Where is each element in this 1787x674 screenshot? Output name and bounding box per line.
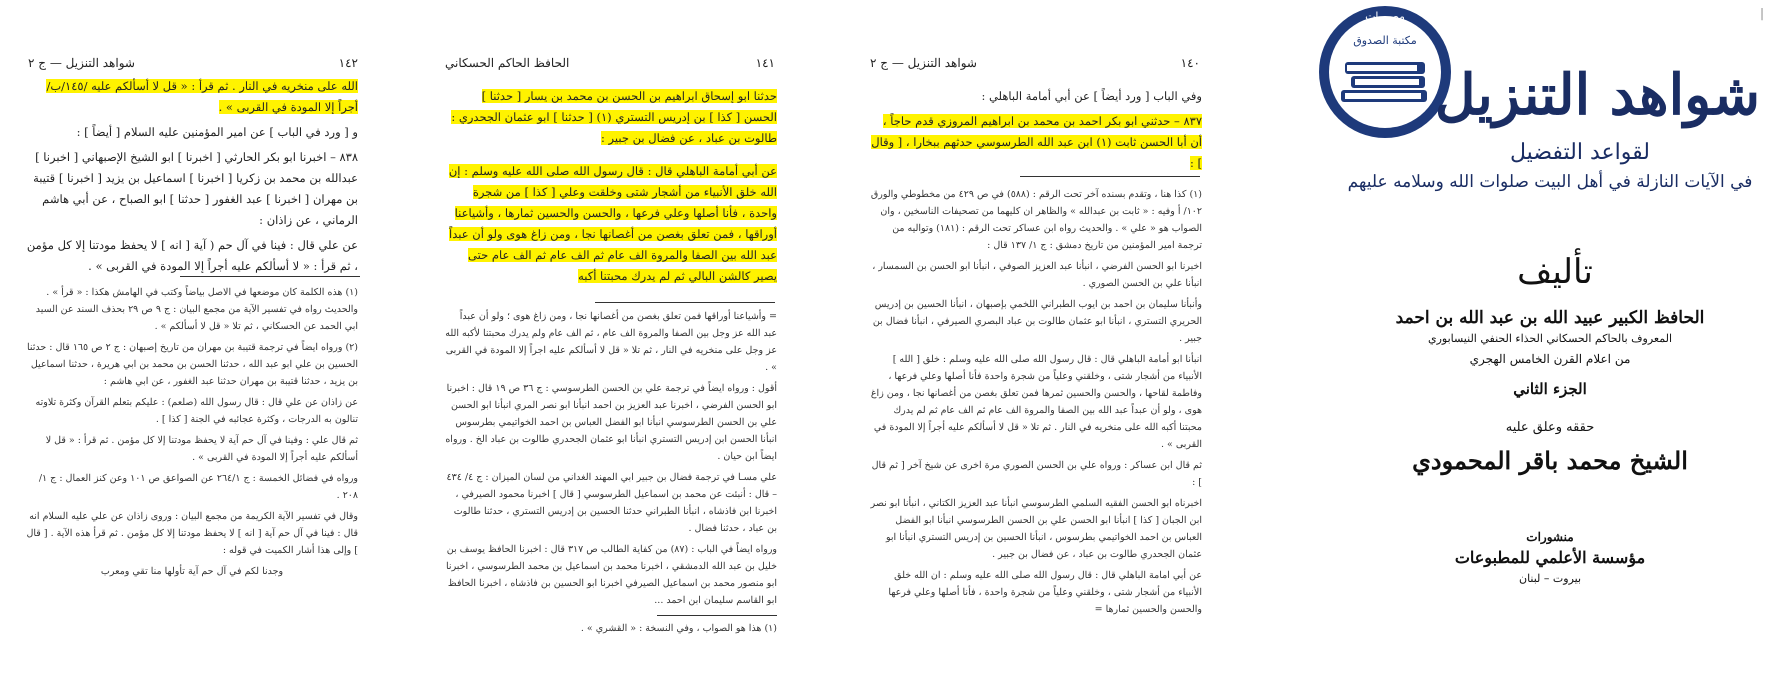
book-subtitle: لقواعد التفضيل — [1510, 140, 1650, 165]
footnote: أقول : ورواه ايضاً في ترجمة علي بن الحسن الطرسوسي : ج ٣٦ ص ١٩ قال : اخبرنا ابو الحسن الفرضي ، اخبرنا عبد العزيز بن احمد انبأنا ابو نصر المري انبأنا ابو الحسن علي بن الحسن الطرسوسي انبأنا ابو الفضل العباس بن احمد الخواتيمي بطرسوس انبأنا الحسن ابن إدريس التستري انبأنا ابو عثمان الجحدري طالوت بن عباد الخ . ورواه ايضاً ابن حيان . — [445, 383, 777, 462]
footnotes — [26, 284, 358, 584]
footnote: ثم قال ابن عساكر : ورواه علي بن الحسن الصوري مرة اخرى عن شيخ آخر [ ثم قال ] : — [871, 460, 1202, 488]
page-header — [28, 56, 358, 70]
page-number: ١٤٢ — [338, 56, 358, 70]
publisher-city: بيروت – لبنان — [1518, 572, 1582, 585]
header-title: الحافظ الحاكم الحسكاني — [445, 56, 570, 70]
footnote-separator — [1020, 176, 1200, 177]
book-title: شواهد التنزيل — [1434, 62, 1760, 128]
body-paragraph: ٨٣٨ – اخبرنا ابو بكر الحارثي [ اخبرنا ] ابو الشيخ الإصبهاني [ اخبرنا ] عبدالله بن محمد بن زكريا [ اخبرنا ] اسماعيل بن يزيد [ اخبرنا ] قتيبة بن مهران [ اخبرنا ] عبد الغفور [ حدثنا ] ابو الصباح ، عن أبي هاشم الرماني ، عن زاذان : — [33, 150, 358, 227]
footnote: (١) كذا هنا ، وتقدم بسنده آخر تحت الرقم : (٥٨٨) في ص ٤٢٩ من مخطوطي والورق ١٠٢/ أ وفيه : « ثابت بن عبدالله » والظاهر ان كليهما من تصحيفات الناسخين ، وان الصواب هو « علي » . والحديث رواه ابن عساكر تحت الرقم : (١٨١) وتواليه من ترجمة امير المؤمنين من تاريخ دمشق : ج ١/ ١٣٧ قال : — [870, 189, 1202, 251]
footnote: (٢) ورواه ايضاً في ترجمة قتيبة بن مهران من تاريخ إصبهان : ج ٢ ص ١٦٥ قال : حدثنا الحسين بن علي ابو عبد الله ، حدثنا الحسن بن محمد بن ابي هريرة ، حدثنا اسماعيل بن يزيد ، حدثنا قتيبة بن مهران حدثنا عبد الغفور ، عن ابي هاشم : — [26, 342, 358, 387]
footnote: وأنبأنا سليمان بن احمد بن ايوب الطبراني اللخمي بإصبهان ، انبأنا الحسين بن إدريس الحريري التستري ، انبأنا ابو عثمان طالوت بن عباد البصري الصيرفي ، انبأنا فضال بن جبير . — [872, 299, 1202, 344]
page-header — [445, 56, 775, 70]
footnote-verse: وجدنا لكم في آل حم آية تأولها منا تقي ومعرب — [100, 566, 284, 577]
footnote: ثم قال علي : وفينا في آل حم آية لا يحفظ مودتنا إلا كل مؤمن . ثم قرأ : « قل لا أسألكم عليه أجراً إلا المودة في القربى » . — [45, 435, 358, 463]
author-era: من اعلام القرن الخامس الهجري — [1469, 352, 1631, 366]
highlighted-passage: عن أبي أمامة الباهلي قال : قال رسول الله صلى الله عليه وسلم : إن الله خلق الأنبياء من أشجار شتى وخلقت وعلي [ كذا ] من شجرة واحدة ، فأنا أصلها وعلي فرعها ، والحسن والحسين ثمارها ، وأشياعنا أوراقها ، فمن تعلق بغصن من أغصانها نجا ، ومن زاغ هوى ولو أن عبداً عبد الله بين الصفا والمروة الف عام ثم الف عام ثم الف عام حتى يصير كالشن البالي ثم لم يدرك محبتنا أكبه — [448, 164, 777, 283]
volume-label: الجزء الثاني — [1513, 380, 1587, 398]
footnotes — [870, 186, 1202, 622]
author-name: الحافظ الكبير عبيد الله بن عبد الله بن احمد — [1395, 308, 1705, 328]
footnote: = وأشياعنا أوراقها فمن تعلق بغصن من أغصانها نجا ، ومن زاغ هوى ؛ ولو أن عبداً عبد الله عز وجل بين الصفا والمروة الف عام ، ثم الف عام ولم يدرك محبتنا لأكبه الله عز وجل على منخريه في النار ، ثم تلا « قل لا أسألكم عليه اجراً إلا المودة في القربى » . — [445, 311, 777, 373]
editor-label: حققه وعلق عليه — [1505, 420, 1595, 435]
footnote-separator — [595, 302, 775, 303]
body-paragraph: وفي الباب [ ورد أيضاً ] عن أبي أمامة الباهلي : — [981, 89, 1202, 103]
footnote: عن زاذان عن علي قال : قال رسول الله (صلعم) : عليكم بتعلم القرآن وكثرة تلاوته تنالون به الدرجات ، وكثرة عجائبه في الجنة [ كذا ] . — [35, 397, 358, 425]
body-paragraph: عن علي قال : فينا في آل حم ( آية [ انه ] لا يحفظ مودتنا إلا كل مؤمن ، ثم قرأ : « لا أسألكم عليه أجراً إلا المودة في القربى » . — [26, 238, 358, 273]
header-title: شواهد التنزيل — ج ٢ — [28, 56, 135, 70]
logo-text-bottom: مكتبة الصدوق — [1353, 34, 1417, 47]
book-subtitle-2: في الآيات النازلة في أهل البيت صلوات الله وسلامه عليهم — [1347, 172, 1753, 192]
author-known-as: المعروف بالحاكم الحسكاني الحذاء الحنفي النيسابوري — [1427, 332, 1673, 345]
footnote: وقال في تفسير الآية الكريمة من مجمع البيان : وروى زاذان عن علي عليه السلام انه قال : فينا في آل حم آية [ انه ] لا يحفظ مودتنا إلا كل مؤمن . ثم قرأ هذه الآية . [ قال ] وإلى هذا أشار الكميت في قوله : — [26, 511, 358, 556]
page-body — [445, 86, 777, 291]
footnote: ورواه ايضاً في الباب : (٨٧) من كفاية الطالب ص ٣١٧ قال : اخبرنا الحافظ يوسف بن خليل بن عبد الله الدمشقي ، اخبرنا محمد بن اسماعيل بن محمد الطرسوسي ، اخبرنا ابو منصور محمد بن اسماعيل الصيرفي اخبرنا ابو الحسين بن فاذشاه ، اخبرنا الحافظ ابو القاسم سليمان ابن احمد ... — [446, 544, 777, 606]
page-number: ١٤١ — [755, 56, 775, 70]
page-141 — [445, 0, 790, 674]
footnote: انبأنا ابو أمامة الباهلي قال : قال رسول الله صلى الله عليه وسلم : خلق [ الله ] الأنبياء من أشجار شتى ، وخلقني وعلياً من شجرة واحدة فأنا أصلها وعلي فرعها ، وفاطمة لقاحها ، والحسن والحسين ثمرها فمن تعلق بغصن من أغصانها نجا ، ومن زاغ هوى ، ولو أن عبداً عبد الله بين الصفا والمروة الف عام ثم الف عام ثم لم يدرك محبتنا أكبه الله على منخريه في النار . ثم تلا « قل لا أسألكم عليه أجراً إلا المودة في القربى » . — [870, 354, 1202, 450]
page-number: ١٤٠ — [1180, 56, 1200, 70]
footnote: اخبرناه ابو الحسن الفقيه السلمي الطرسوسي انبأنا عبد العزيز الكتاني ، انبأنا ابو نصر ابن الجبان [ كذا ] انبأنا ابو الحسن علي بن الحسن الطرسوسي انبأنا ابو الفضل العباس بن احمد الخواتيمي بطرسوس ، انبأنا الحسين بن إدريس التستري انبأنا ابو عثمان الجحدري طالوت بن عباد ، عن فضال بن جبير . — [870, 498, 1202, 560]
page-header — [870, 56, 1200, 70]
authorship-label: تأليف — [1517, 252, 1593, 292]
page-140 — [870, 0, 1215, 674]
editor-name: الشيخ محمد باقر المحمودي — [1412, 446, 1688, 475]
footnote: (١) هذا هو الصواب ، وفي النسخة : « القشري » . — [580, 623, 777, 634]
footnote-separator — [180, 276, 360, 277]
header-title: شواهد التنزيل — ج ٢ — [870, 56, 977, 70]
page-body — [870, 86, 1202, 178]
footnote: اخبرنا ابو الحسن الفرضي ، انبأنا عبد العزيز الصوفي ، انبأنا ابو الحسن بن السمسار ، انبأنا علي بن الحسن الصوري . — [872, 261, 1202, 289]
publisher-label: منشورات — [1526, 530, 1574, 544]
highlighted-passage: حدثنا ابو إسحاق ابراهيم بن الحسن بن محمد بن يسار [ حدثنا ] الحسن [ كذا ] بن إدريس التستري (١) [ حدثنا ] ابو عثمان الجحدري : طالوت بن عباد ، عن فضال بن جبير : — [451, 89, 777, 145]
footnote: علي مسـا في ترجمة فضال بن جبير ابي المهند الغداني من لسان الميزان : ج ٤/ ٤٣٤ – قال : أنبئت عن محمد بن اسماعيل الطرسوسي [ قال ] اخبرنا محمود الصيرفي ، اخبرنا ابن فاذشاه ، انبأنا الطبراني حدثنا الحسين بن إدريس التستري ، حدثنا طالوت بن عباد ، حدثنا فضال . — [446, 472, 777, 534]
footnotes — [445, 308, 777, 641]
publisher-name: مؤسسة الأعلمي للمطبوعات — [1454, 548, 1646, 567]
page-142 — [20, 0, 365, 674]
footnote: ورواه في فضائل الخمسة : ج ٢٦٤/١ عن الصواعق ص ١٠١ وعن كنز العمال : ج ١/ ٢٠٨ . — [38, 473, 358, 501]
books-stack-icon — [1341, 62, 1427, 102]
footnote-separator — [657, 615, 777, 616]
highlighted-passage: ٨٣٧ – حدثني ابو بكر احمد بن محمد بن ابراهيم المروزي قدم حاجاً ، أن أبا الحسن ثابت (١) ابن عبد الله الطرسوسي حدثهم ببخارا ، [ وقال ] : — [871, 114, 1202, 170]
footnote: عن أبي امامة الباهلي قال : قال رسول الله صلى الله عليه وسلم : ان الله خلق الأنبياء من أشجار شتى ، وخلقني وعلياً من شجرة واحدة ، فأنا أصلها وعلي فرعها والحسن والحسين ثمارها = — [888, 570, 1202, 615]
highlighted-passage: الله على منخريه في النار . ثم قرأ : « قل لا أسألكم عليه /١٤٥/ب/ أجراً إلا المودة في القربى » . — [46, 79, 358, 114]
corner-mark: | — [1760, 6, 1765, 20]
page-body — [26, 76, 358, 281]
body-paragraph: و [ ورد في الباب ] عن امير المؤمنين عليه السلام [ أيضاً ] : — [76, 125, 358, 139]
footnote: (١) هذه الكلمة كان موضعها في الاصل بياضاً وكتب في الهامش هكذا : « قرأ » . والحديث رواه في تفسير الآية من مجمع البيان : ج ٩ ص ٢٩ بحذف السند عن السيد ابي الحمد عن الحسكاني ، ثم تلا « قل لا أسألكم » . — [35, 287, 358, 332]
logo-text-top: مصورات — [1365, 10, 1405, 23]
